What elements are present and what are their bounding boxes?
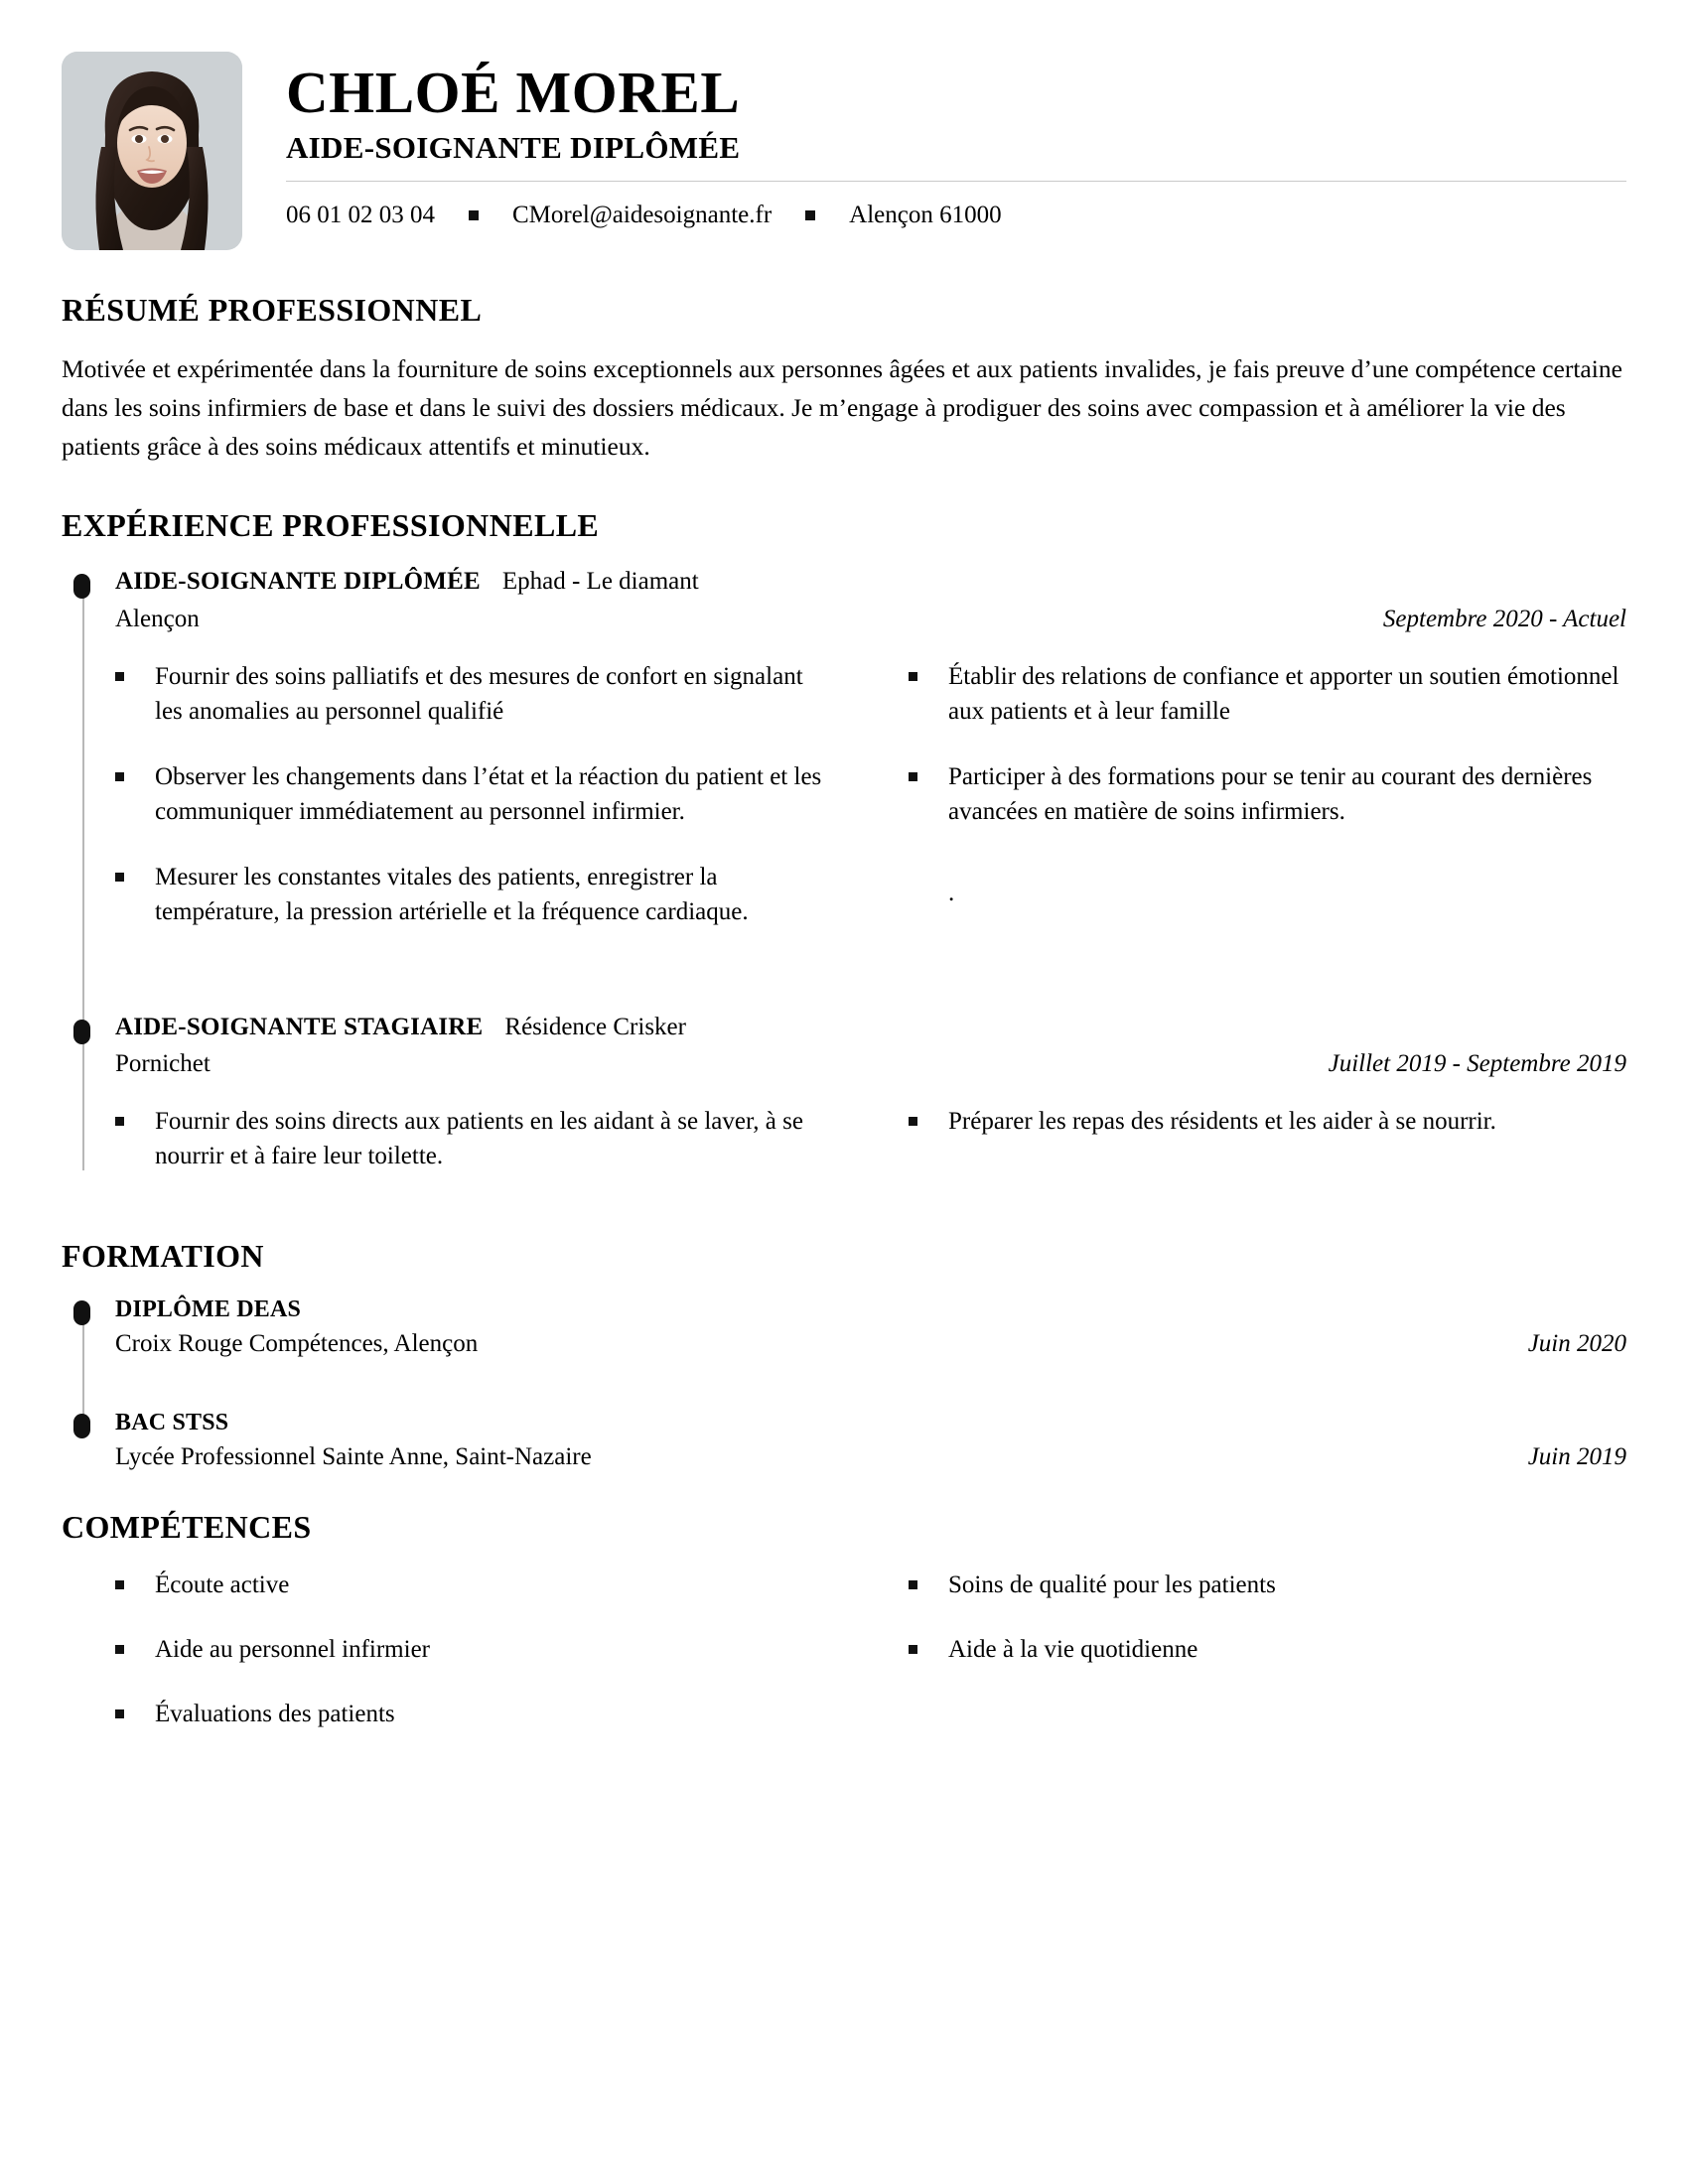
bullet-marker-icon: [115, 1709, 124, 1718]
timeline-dot-icon: [73, 1414, 90, 1438]
education-date: Juin 2019: [1527, 1442, 1626, 1470]
education-entry: [115, 1410, 1626, 1471]
skill-text: Aide au personnel infirmier: [155, 1635, 430, 1663]
profile-photo-image: [62, 52, 242, 250]
section-title-experience: EXPÉRIENCE PROFESSIONNELLE: [62, 507, 600, 544]
education-degree: BAC STSS: [115, 1409, 229, 1435]
experience-entry: [115, 1012, 1626, 1204]
list-item: [115, 1568, 833, 1602]
section-experience: [62, 507, 1626, 1204]
experience-company: Ephad - Le diamant: [501, 568, 699, 596]
experience-role: AIDE-SOIGNANTE STAGIAIRE: [115, 1013, 484, 1040]
bullet-column-left: [115, 1104, 833, 1204]
experience-company: Résidence Crisker: [504, 1013, 686, 1040]
bullet-marker-icon: [115, 1580, 124, 1589]
contact-email: CMorel@aidesoignante.fr: [512, 202, 773, 229]
bullet-column-left: [115, 659, 833, 960]
bullet-text: .: [948, 879, 955, 906]
list-item: [909, 1632, 1626, 1667]
header-text-block: [242, 46, 1626, 230]
experience-timeline: [62, 566, 1626, 1204]
education-entry-row: [115, 1330, 1626, 1358]
experience-location: Pornichet: [115, 1049, 211, 1077]
bullet-text: Préparer les repas des résidents et les aider à se nourrir.: [948, 1107, 1496, 1135]
experience-bullets: [115, 659, 1626, 960]
summary-text: Motivée et expérimentée dans la fourniture de soins exceptionnels aux personnes âgées et aux patients invalides, je fais preuve d’une compétence certaine dans les soins infirmiers de base et dans le suivi des dossiers médicaux. Je m’engage à prodiguer des soins avec compassion et à améliorer la vie des patients grâce à des soins médicaux attentifs et minutieux.: [62, 354, 1622, 461]
section-title-summary: RÉSUMÉ PROFESSIONNEL: [62, 292, 483, 328]
profile-photo: [62, 52, 242, 250]
experience-entry-sub: [115, 1050, 1626, 1078]
experience-dates: Juillet 2019 - Septembre 2019: [1328, 1049, 1626, 1077]
header: [62, 46, 1626, 250]
list-item: [115, 1697, 833, 1731]
timeline-dot-icon: [73, 1020, 90, 1044]
education-date: Juin 2020: [1527, 1329, 1626, 1357]
header-divider: [286, 181, 1626, 182]
skills-grid: [62, 1568, 1626, 1761]
experience-entry-head: [115, 566, 1626, 597]
bullet-marker-icon: [909, 888, 917, 897]
list-item: [909, 759, 1626, 830]
timeline-dot-icon: [73, 574, 90, 599]
bullet-text: Participer à des formations pour se tenir au courant des dernières avancées en matière de soins infirmiers.: [948, 762, 1593, 825]
header-job-title: AIDE-SOIGNANTE DIPLÔMÉE: [286, 129, 741, 165]
bullet-text: Établir des relations de confiance et apporter un soutien émotionnel aux patients et à leur famille: [948, 662, 1619, 725]
education-degree: DIPLÔME DEAS: [115, 1296, 302, 1322]
skills-column-right: [909, 1568, 1626, 1761]
skill-text: Aide à la vie quotidienne: [948, 1635, 1198, 1663]
section-title-skills: COMPÉTENCES: [62, 1508, 312, 1545]
list-item: [115, 1104, 833, 1174]
bullet-marker-icon: [115, 1645, 124, 1654]
experience-bullets: [115, 1104, 1626, 1204]
bullet-marker-icon: [115, 772, 124, 781]
list-item: [115, 759, 833, 830]
list-item: [909, 659, 1626, 730]
experience-location: Alençon: [115, 605, 200, 632]
list-item: [909, 1568, 1626, 1602]
experience-role: AIDE-SOIGNANTE DIPLÔMÉE: [115, 568, 481, 596]
bullet-text: Fournir des soins directs aux patients en les aidant à se laver, à se nourrir et à faire leur toilette.: [155, 1107, 803, 1170]
education-entry: [115, 1297, 1626, 1358]
bullet-marker-icon: [909, 672, 917, 681]
education-timeline: [62, 1297, 1626, 1471]
square-separator-icon: [469, 210, 479, 220]
timeline-dot-icon: [73, 1300, 90, 1325]
bullet-column-right: [909, 659, 1626, 960]
bullet-text: Mesurer les constantes vitales des patients, enregistrer la température, la pression artérielle et la fréquence cardiaque.: [155, 863, 749, 925]
experience-dates: Septembre 2020 - Actuel: [1382, 605, 1626, 632]
education-entry-row: [115, 1443, 1626, 1471]
experience-entry-head: [115, 1012, 1626, 1042]
list-item: [115, 860, 833, 930]
experience-entry-sub: [115, 606, 1626, 633]
square-separator-icon: [805, 210, 815, 220]
bullet-text: Observer les changements dans l’état et la réaction du patient et les communiquer immédiatement au personnel infirmier.: [155, 762, 822, 825]
bullet-text: Fournir des soins palliatifs et des mesures de confort en signalant les anomalies au personnel qualifié: [155, 662, 803, 725]
section-skills: [62, 1509, 1626, 1761]
list-item: [115, 659, 833, 730]
bullet-marker-icon: [115, 873, 124, 882]
bullet-marker-icon: [909, 1645, 917, 1654]
skill-text: Évaluations des patients: [155, 1700, 395, 1727]
skill-text: Écoute active: [155, 1570, 290, 1598]
bullet-marker-icon: [115, 1117, 124, 1126]
contact-phone: 06 01 02 03 04: [286, 202, 435, 229]
section-education: [62, 1238, 1626, 1471]
experience-entry: [115, 566, 1626, 959]
section-summary: [62, 292, 1626, 466]
bullet-marker-icon: [909, 772, 917, 781]
page-title: CHLOÉ MOREL: [286, 60, 741, 125]
skill-text: Soins de qualité pour les patients: [948, 1570, 1276, 1598]
list-item: [909, 876, 1626, 911]
skills-column-left: [115, 1568, 833, 1761]
contact-bar: [286, 201, 1626, 230]
bullet-marker-icon: [909, 1117, 917, 1126]
contact-location: Alençon 61000: [849, 202, 1002, 229]
education-school: Croix Rouge Compétences, Alençon: [115, 1329, 479, 1357]
section-title-education: FORMATION: [62, 1237, 264, 1274]
bullet-marker-icon: [909, 1580, 917, 1589]
education-school: Lycée Professionnel Sainte Anne, Saint-Nazaire: [115, 1442, 592, 1470]
list-item: [909, 1104, 1626, 1140]
bullet-marker-icon: [115, 672, 124, 681]
list-item: [115, 1632, 833, 1667]
bullet-column-right: [909, 1104, 1626, 1204]
